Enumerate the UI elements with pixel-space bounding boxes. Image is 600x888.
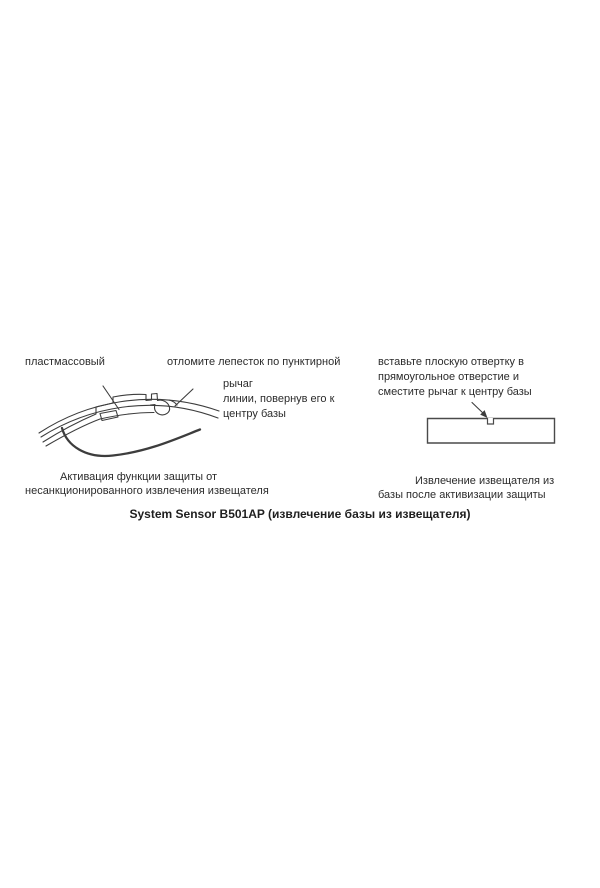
label-screwdriver-line3: сместите рычаг к центру базы [378, 386, 532, 398]
lever-band-top-edge [43, 394, 157, 443]
caption-right-line2: базы после активизации защиты [378, 489, 546, 501]
label-break-off-line2: линии, повернув его к [223, 393, 335, 405]
label-screwdriver-line1: вставьте плоскую отвертку в [378, 356, 524, 368]
leader-line-plastic [103, 386, 119, 410]
label-screwdriver-line2: прямоугольное отверстие и [378, 371, 519, 383]
label-break-off-line3: центру базы [223, 408, 286, 420]
label-plastic-lever: пластмассовый [25, 356, 105, 368]
figure-title: System Sensor B501AP (извлечение базы из извещателя) [129, 507, 471, 521]
inner-rim-arc [62, 428, 200, 456]
label-break-off-line1: отломите лепесток по пунктирной [167, 356, 341, 368]
caption-right-line1: Извлечение извещателя из [415, 475, 555, 487]
caption-left-line1: Активация функции защиты от [60, 471, 217, 483]
label-lever: рычаг [223, 378, 253, 390]
caption-left-line2: несанкционированного извлечения извещателя [25, 485, 269, 497]
base-side-view-diagram [428, 403, 555, 444]
base-rim-lever-diagram [39, 386, 219, 456]
lever-hook [151, 394, 170, 415]
rectangular-opening-notch [488, 418, 494, 424]
